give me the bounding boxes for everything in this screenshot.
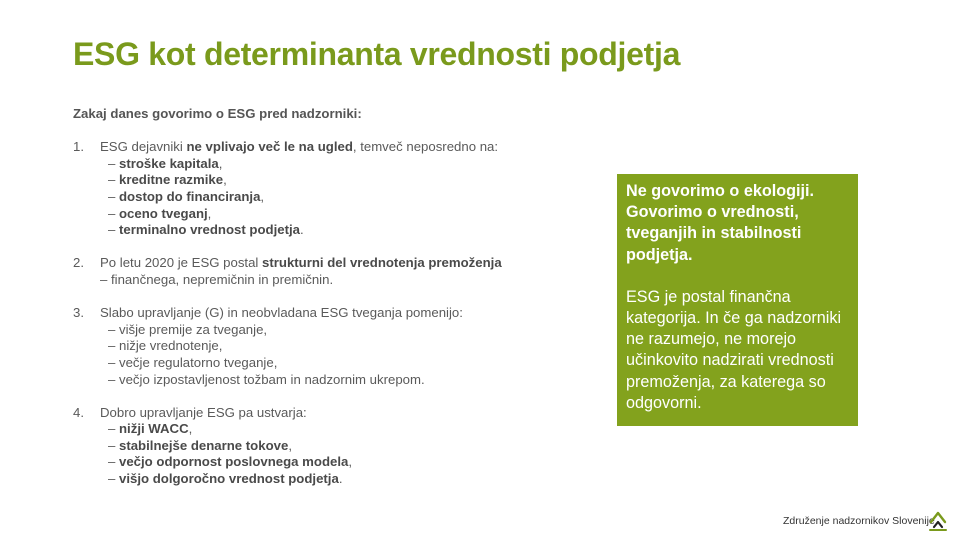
- list-point-4: [73, 405, 593, 488]
- sub-item: – večjo odpornost poslovnega modela,: [108, 454, 353, 470]
- sub-item: – terminalno vrednost podjetja.: [108, 222, 304, 238]
- list-point-2: [73, 255, 593, 288]
- point-text: ESG dejavniki: [100, 139, 187, 155]
- point-text: Dobro upravljanje ESG pa ustvarja:: [100, 404, 307, 420]
- sub-item: – stabilnejše denarne tokove,: [108, 437, 292, 453]
- sub-item: – večje regulatorno tveganje,: [108, 354, 278, 370]
- point-text: Po letu 2020 je ESG postal: [100, 255, 263, 271]
- point-text: Slabo upravljanje (G) in neobvladana ESG tveganja pomenijo:: [100, 305, 463, 321]
- point-number: 3.: [73, 305, 84, 321]
- sub-item: – dostop do financiranja,: [108, 188, 265, 204]
- list-point-1: [73, 139, 593, 239]
- point-bold-text: ne vplivajo več le na ugled: [186, 139, 353, 155]
- sub-item: – oceno tveganj,: [108, 205, 212, 221]
- sub-item: – višje premije za tveganje,: [108, 321, 268, 337]
- callout-lead: Ne govorimo o ekologiji. Govorimo o vrednosti, tveganjih in stabilnosti podjetja.: [626, 182, 814, 264]
- point-text-line2: – finančnega, nepremičnin in premičnin.: [100, 271, 334, 287]
- point-bold-text: strukturni del vrednotenja premoženja: [262, 255, 502, 271]
- footer-organization: Združenje nadzornikov Slovenije: [783, 515, 935, 527]
- point-number: 4.: [73, 404, 84, 420]
- sub-item: – stroške kapitala,: [108, 155, 223, 171]
- point-number: 2.: [73, 255, 84, 271]
- callout-body: ESG je postal finančna kategorija. In če ga nadzorniki ne razumejo, ne morejo učinkovito nadzirati vrednosti premoženja, za katerega so odgovorni.: [626, 287, 842, 412]
- sub-item: – večjo izpostavljenost tožbam in nadzornim ukrepom.: [108, 371, 425, 387]
- sub-item: – višjo dolgoročno vrednost podjetja.: [108, 471, 343, 487]
- sub-item: – kreditne razmike,: [108, 172, 227, 188]
- list-point-3: [73, 305, 593, 388]
- slide-title: ESG kot determinanta vrednosti podjetja: [73, 36, 681, 72]
- intro-text: Zakaj danes govorimo o ESG pred nadzorniki:: [73, 106, 362, 121]
- content-body: [73, 106, 593, 504]
- point-text-end: , temveč neposredno na:: [352, 139, 499, 155]
- sub-item: – nižji WACC,: [108, 421, 193, 437]
- sub-item: – nižje vrednotenje,: [108, 338, 223, 354]
- mountain-logo-icon: [928, 510, 948, 532]
- point-number: 1.: [73, 139, 84, 155]
- callout-box: [617, 174, 858, 426]
